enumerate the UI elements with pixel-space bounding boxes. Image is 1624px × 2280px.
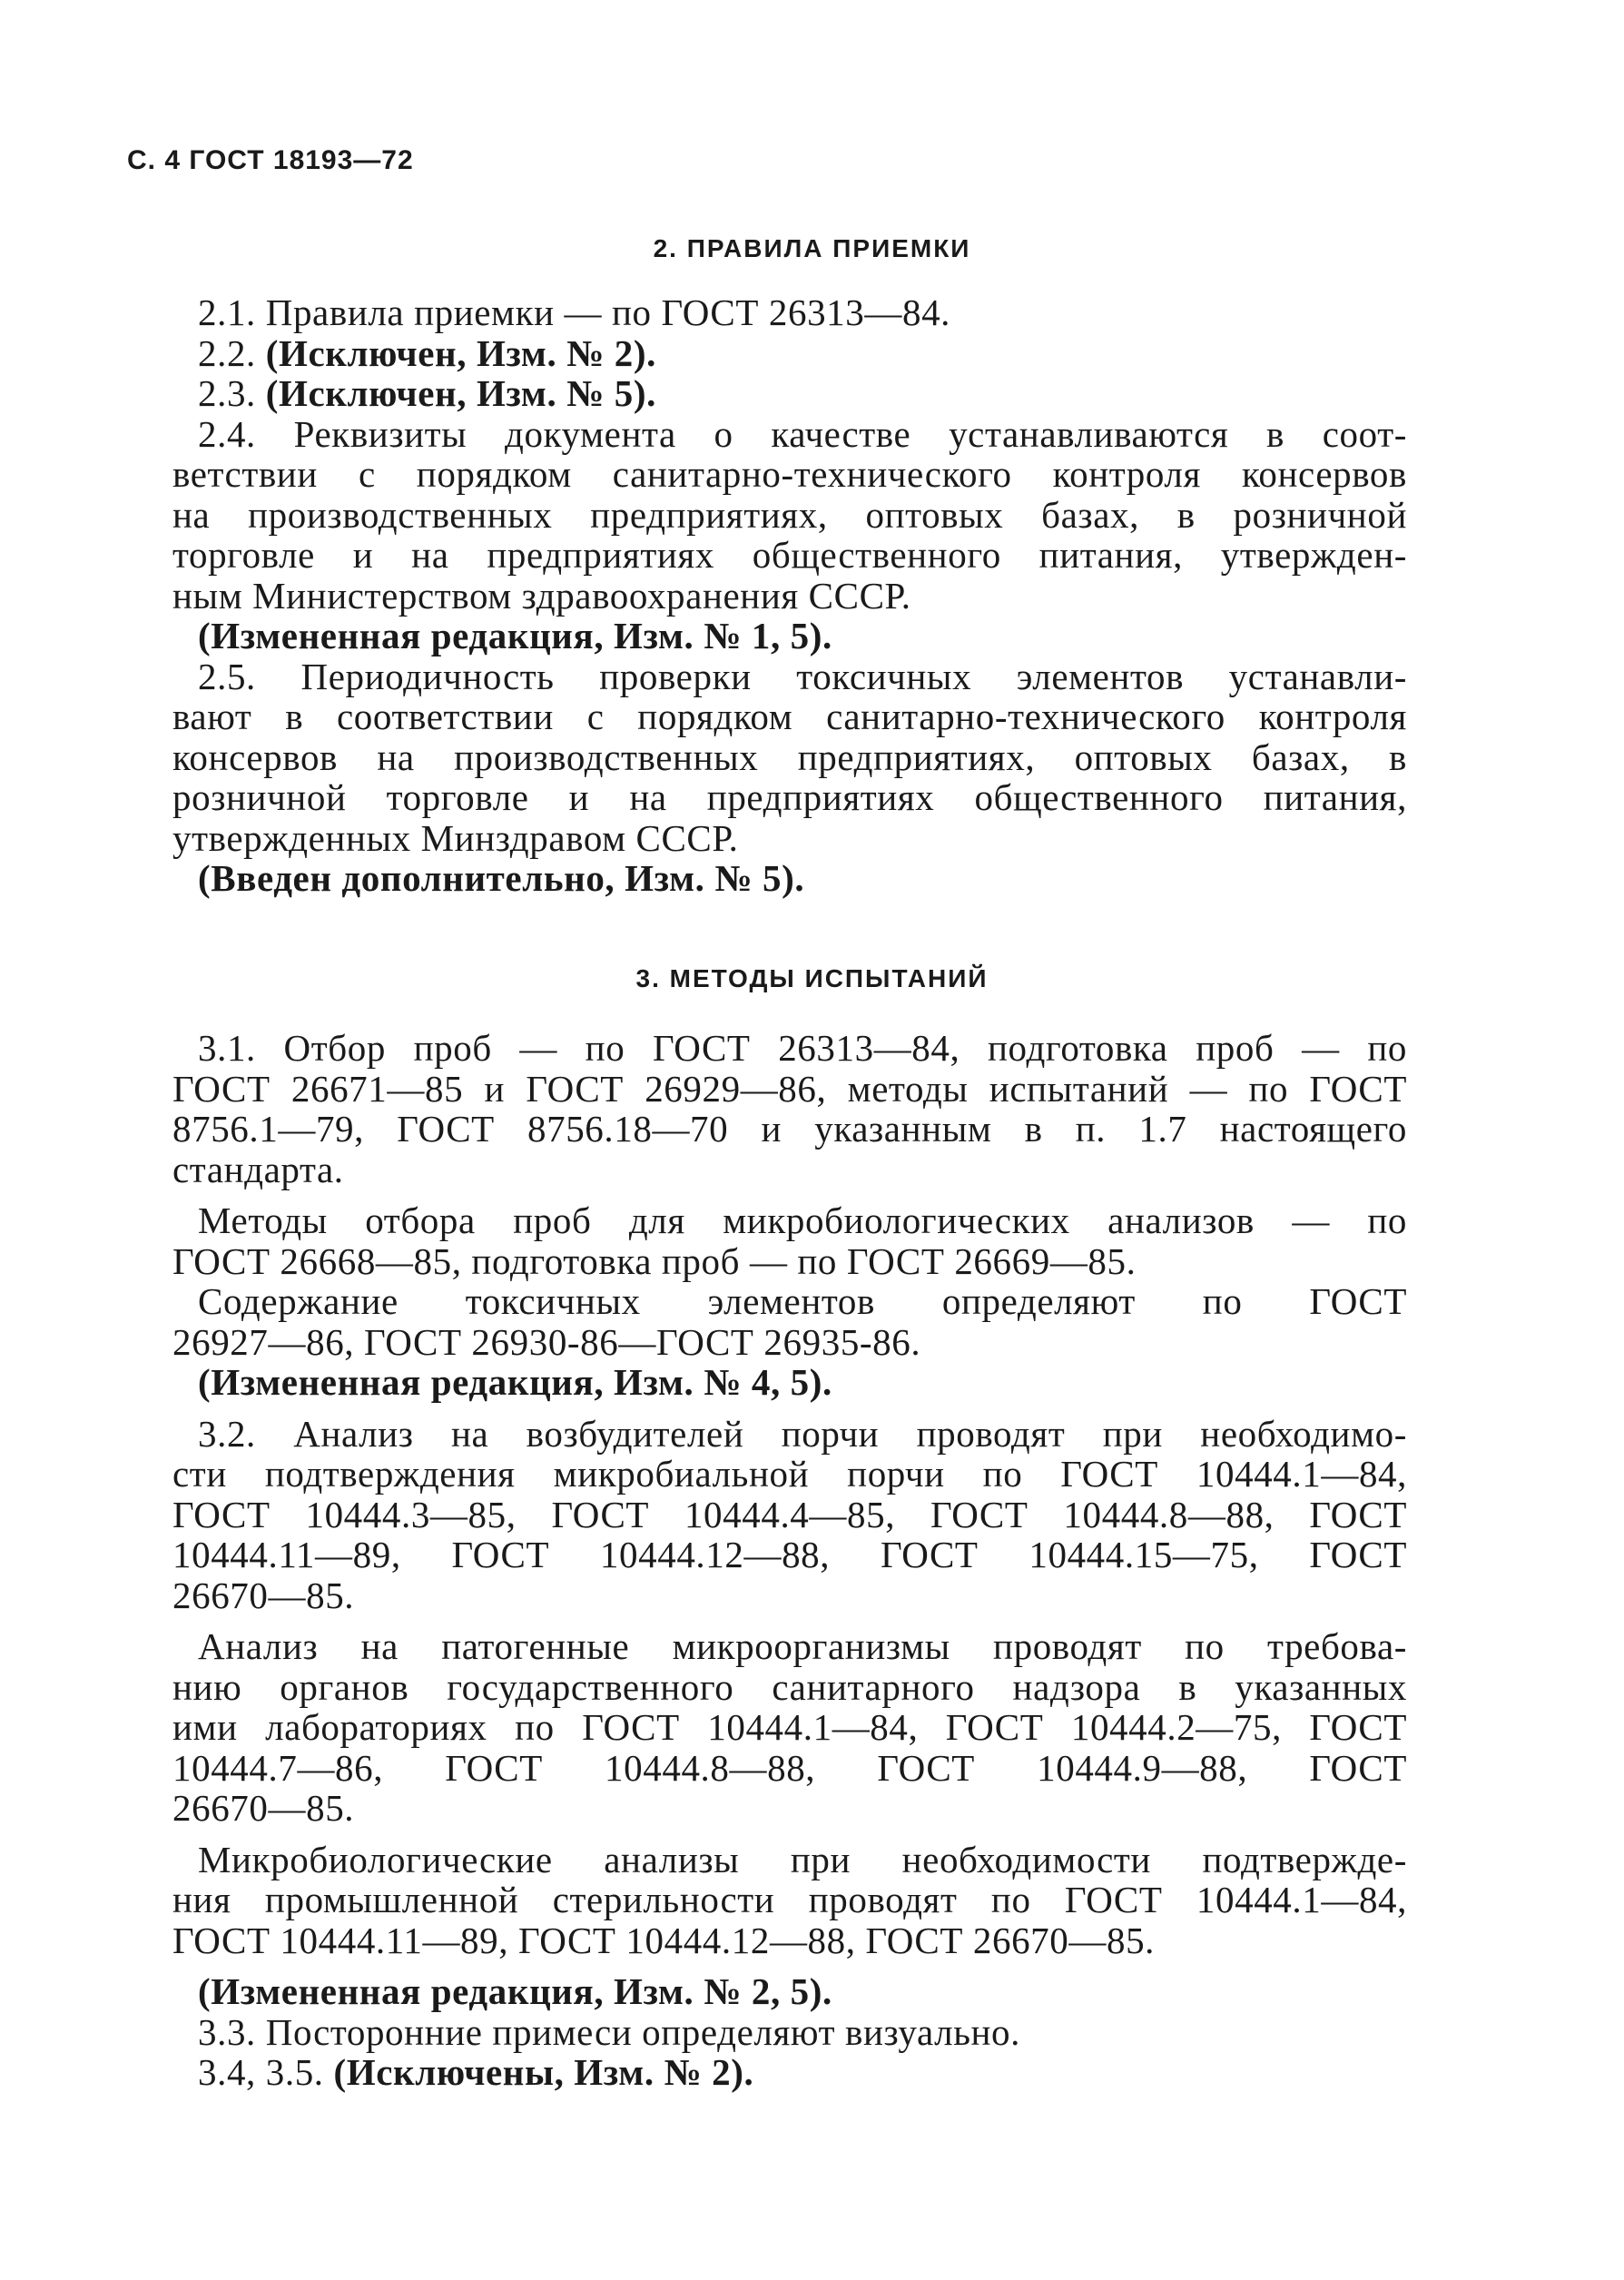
text-line: Содержание токсичных элементов определяют по ГОСТ xyxy=(198,1280,1407,1322)
text-line: ния промышленной стерильности проводят по ГОСТ 10444.1—84, xyxy=(172,1879,1407,1920)
amendment-note: (Исключены, Изм. № 2). xyxy=(333,2051,754,2093)
paragraph-3-4-3-5 xyxy=(172,2052,1407,2093)
amendment-note-2-4: (Измененная редакция, Изм. № 1, 5). xyxy=(198,615,832,656)
text-line: 10444.11—89, ГОСТ 10444.12—88, ГОСТ 10444.15—75, ГОСТ xyxy=(172,1534,1407,1575)
amendment-note: (Исключен, Изм. № 5). xyxy=(265,372,657,414)
text-line: Анализ на патогенные микроорганизмы проводят по требова- xyxy=(198,1625,1407,1667)
text-line: 26670—85. xyxy=(172,1787,355,1829)
paragraph-3-1-sampling xyxy=(172,1200,1407,1281)
paragraph-2-3 xyxy=(172,373,1407,414)
text-line: 26927—86, ГОСТ 26930-86—ГОСТ 26935-86. xyxy=(172,1320,921,1363)
paragraph-3-2-pathogens xyxy=(172,1626,1407,1829)
text-line: ими лабораториях по ГОСТ 10444.1—84, ГОСТ 10444.2—75, ГОСТ xyxy=(172,1706,1407,1748)
paragraph-2-4 xyxy=(172,414,1407,617)
section-heading-test-methods: 3. МЕТОДЫ ИСПЫТАНИЙ xyxy=(635,964,989,992)
text-line: ным Министерством здравоохранения СССР. xyxy=(172,574,911,617)
text-line: ГОСТ 10444.11—89, ГОСТ 10444.12—88, ГОСТ 26670—85. xyxy=(172,1919,1156,1961)
text-line: 10444.7—86, ГОСТ 10444.8—88, ГОСТ 10444.9—88, ГОСТ xyxy=(172,1746,1407,1789)
paragraph-3-1 xyxy=(172,1028,1407,1189)
text-line: на производственных предприятиях, оптовых базах, в розничной xyxy=(172,493,1407,536)
text-line: 3.2. Анализ на возбудителей порчи проводят при необходимо- xyxy=(198,1412,1407,1455)
text-line: 26670—85. xyxy=(172,1574,355,1616)
text-line: Методы отбора проб для микробиологических анализов — по xyxy=(198,1199,1407,1241)
section-2-body xyxy=(172,292,1407,899)
paragraph-3-2 xyxy=(172,1414,1407,1616)
text-line: ГОСТ 26671—85 и ГОСТ 26929—86, методы испытаний — по ГОСТ xyxy=(172,1067,1407,1110)
running-header: С. 4 ГОСТ 18193—72 xyxy=(127,145,414,175)
text-line: торговле и на предприятиях общественного питания, утвержден- xyxy=(172,534,1407,576)
section-heading-acceptance-rules: 2. ПРАВИЛА ПРИЕМКИ xyxy=(653,234,971,262)
section-3-body xyxy=(172,1028,1407,2093)
amendment-note-2-5: (Введен дополнительно, Изм. № 5). xyxy=(198,857,805,899)
paragraph-3-1-toxic xyxy=(172,1281,1407,1362)
amendment-note: (Исключен, Изм. № 2). xyxy=(265,331,657,374)
amendment-note-3-2: (Измененная редакция, Изм. № 2, 5). xyxy=(198,1970,832,2012)
clause-number: 3.4, 3.5. xyxy=(198,2051,324,2093)
text-line: 2.5. Периодичность проверки токсичных элементов устанавли- xyxy=(198,655,1407,697)
text-line: 3.1. Отбор проб — по ГОСТ 26313—84, подготовка проб — по xyxy=(198,1027,1407,1069)
amendment-note-3-1: (Измененная редакция, Изм. № 4, 5). xyxy=(198,1361,832,1403)
paragraph-3-3: 3.3. Посторонние примеси определяют визуально. xyxy=(198,2010,1020,2053)
paragraph-2-5 xyxy=(172,656,1407,859)
text-line: ГОСТ 26668—85, подготовка проб — по ГОСТ 26669—85. xyxy=(172,1239,1137,1282)
text-line: розничной торговле и на предприятиях общественного питания, xyxy=(172,776,1407,818)
clause-number: 2.2. xyxy=(198,331,256,374)
text-line: утвержденных Минздравом СССР. xyxy=(172,816,739,859)
text-line: 2.4. Реквизиты документа о качестве устанавливаются в соот- xyxy=(198,412,1407,455)
text-line: стандарта. xyxy=(172,1148,344,1190)
text-line: ветствии с порядком санитарно-технического контроля консервов xyxy=(172,453,1407,495)
text-line: сти подтверждения микробиальной порчи по ГОСТ 10444.1—84, xyxy=(172,1453,1407,1495)
text-line: вают в соответствии с порядком санитарно-технического контроля xyxy=(172,696,1407,737)
paragraph-3-2-sterility xyxy=(172,1840,1407,1961)
text-line: 8756.1—79, ГОСТ 8756.18—70 и указанным в п. 1.7 настоящего xyxy=(172,1108,1407,1150)
text-line: консервов на производственных предприятиях, оптовых базах, в xyxy=(172,735,1407,778)
text-line: ГОСТ 10444.3—85, ГОСТ 10444.4—85, ГОСТ 10444.8—88, ГОСТ xyxy=(172,1493,1407,1535)
text-line: нию органов государственного санитарного надзора в указанных xyxy=(172,1665,1407,1708)
paragraph-2-2 xyxy=(172,333,1407,374)
clause-number: 2.3. xyxy=(198,372,256,414)
text-line: Микробиологические анализы при необходимости подтвержде- xyxy=(198,1838,1407,1880)
paragraph-2-1: 2.1. Правила приемки — по ГОСТ 26313—84. xyxy=(198,291,951,333)
